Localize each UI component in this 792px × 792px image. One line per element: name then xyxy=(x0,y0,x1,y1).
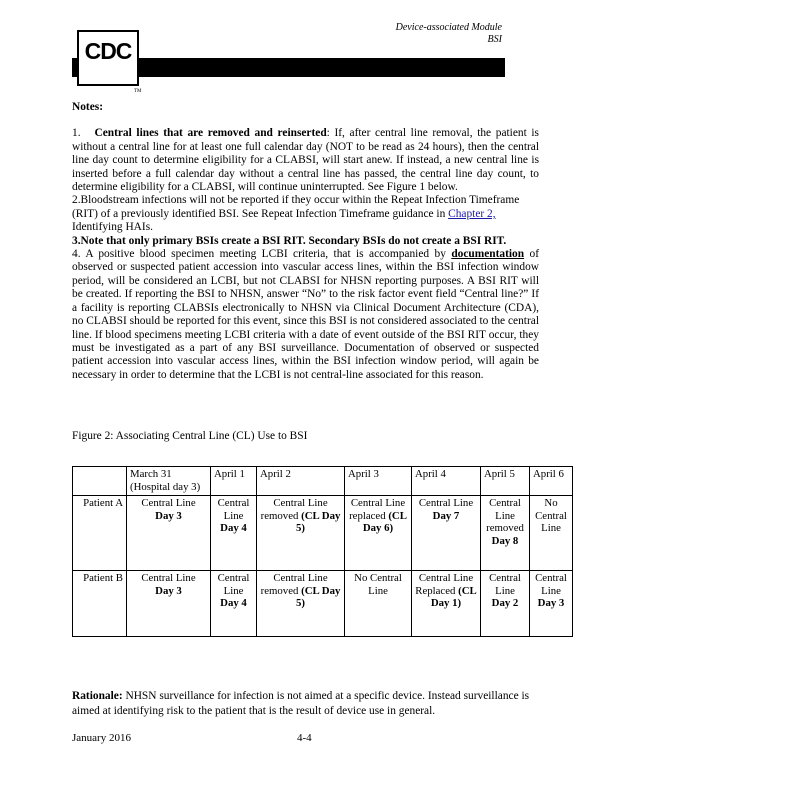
note-4-text-a: 4. A positive blood specimen meeting LCBI criteria, that is accompanied by xyxy=(72,248,452,261)
footer-date: January 2016 xyxy=(72,732,131,744)
patient-b-apr3: No Central Line xyxy=(345,571,412,637)
patient-b-mar31: Central Line Day 3 xyxy=(127,571,211,637)
header-module: Device-associated Module xyxy=(395,22,502,33)
chapter-2-link[interactable]: Chapter 2, xyxy=(448,207,496,220)
table-header-row xyxy=(73,467,573,496)
patient-b-label: Patient B xyxy=(73,571,127,637)
patient-b-apr6: Central Line Day 3 xyxy=(530,571,573,637)
note-2-text-a: 2.Bloodstream infections will not be reported if they occur within the Repeat Infection Timeframe (RIT) of a previously identified BSI. See Repeat Infection Timeframe guidance in xyxy=(72,194,520,220)
header-april-1: April 1 xyxy=(211,467,257,496)
patient-a-apr3: Central Line replaced (CL Day 6) xyxy=(345,496,412,571)
note-4-text-b: of observed or suspected patient accession into vascular access lines, within the BSI infection window period, will be considered an LCBI, but not CLABSI for NHSN reporting purposes. A BSI RIT will be created. If reporting the BSI to NHSN, answer “No” to the risk factor event field “Central line?” If a facility is reporting CLABSIs electronically to NHSN via Clinical Document Architecture (CDA), no CLABSI should be reported for this event, since this BSI is not considered associated to the central line. If blood specimens meeting LCBI criteria with a date of event outside of the BSI RIT occur, they must be investigated as a part of any BSI surveillance. Documentation of observed or suspected patient accession into vascular access lines, within the BSI infection window period, will again be necessary in order to determine that the LCBI is not central-line associated for this reason. xyxy=(72,248,539,381)
note-2 xyxy=(72,194,539,234)
note-1-number: 1. xyxy=(72,127,81,140)
patient-a-apr1: Central Line Day 4 xyxy=(211,496,257,571)
notes-section xyxy=(72,101,539,382)
patient-a-mar31: Central Line Day 3 xyxy=(127,496,211,571)
rationale-label: Rationale: xyxy=(72,690,123,702)
patient-a-label: Patient A xyxy=(73,496,127,571)
header-april-6: April 6 xyxy=(530,467,573,496)
patient-a-apr2: Central Line removed (CL Day 5) xyxy=(257,496,345,571)
central-line-table xyxy=(72,466,573,637)
header-april-4: April 4 xyxy=(412,467,481,496)
note-1-heading: Central lines that are removed and reinserted xyxy=(94,127,327,140)
note-4 xyxy=(72,248,539,382)
note-1-text: : If, after central line removal, the patient is without a central line for at least one full calendar day (NOT to be read as 24 hours), then the central line day count to determine eligibility for a CLABSI, will start anew. If instead, a new central line is inserted before a full calendar day without a central line has passed, the central line day count, to determine eligibility for a CLABSI, will continue uninterrupted. See Figure 1 below. xyxy=(72,127,539,194)
logo-text: CDC xyxy=(84,38,132,64)
table-row-patient-b xyxy=(73,571,573,637)
header-april-5: April 5 xyxy=(481,467,530,496)
logo-trademark: TM xyxy=(134,89,142,94)
patient-a-apr5: Central Line removed Day 8 xyxy=(481,496,530,571)
notes-title: Notes: xyxy=(72,101,103,113)
header-april-3: April 3 xyxy=(345,467,412,496)
patient-b-apr4: Central Line Replaced (CL Day 1) xyxy=(412,571,481,637)
patient-b-apr2: Central Line removed (CL Day 5) xyxy=(257,571,345,637)
figure-caption: Figure 2: Associating Central Line (CL) Use to BSI xyxy=(72,430,308,442)
patient-b-apr5: Central Line Day 2 xyxy=(481,571,530,637)
cdc-logo xyxy=(77,30,139,86)
rationale-text: NHSN surveillance for infection is not aimed at a specific device. Instead surveillance is aimed at identifying risk to the patient that is the result of device use in general. xyxy=(72,690,530,717)
patient-a-apr6: No Central Line xyxy=(530,496,573,571)
patient-b-apr1: Central Line Day 4 xyxy=(211,571,257,637)
rationale xyxy=(72,689,542,719)
note-3: 3.Note that only primary BSIs create a BSI RIT. Secondary BSIs do not create a BSI RIT. xyxy=(72,234,507,247)
header-section: BSI xyxy=(487,34,502,45)
footer-page-number: 4-4 xyxy=(297,732,312,744)
table-row-patient-a xyxy=(73,496,573,571)
note-4-documentation: documentation xyxy=(451,248,525,261)
running-header xyxy=(396,22,502,46)
patient-a-apr4: Central Line Day 7 xyxy=(412,496,481,571)
header-april-2: April 2 xyxy=(257,467,345,496)
header-cell-empty xyxy=(73,467,127,496)
note-2-text-b: Identifying HAIs. xyxy=(72,221,153,234)
note-1 xyxy=(72,127,539,194)
header-march-31: March 31 (Hospital day 3) xyxy=(127,467,211,496)
